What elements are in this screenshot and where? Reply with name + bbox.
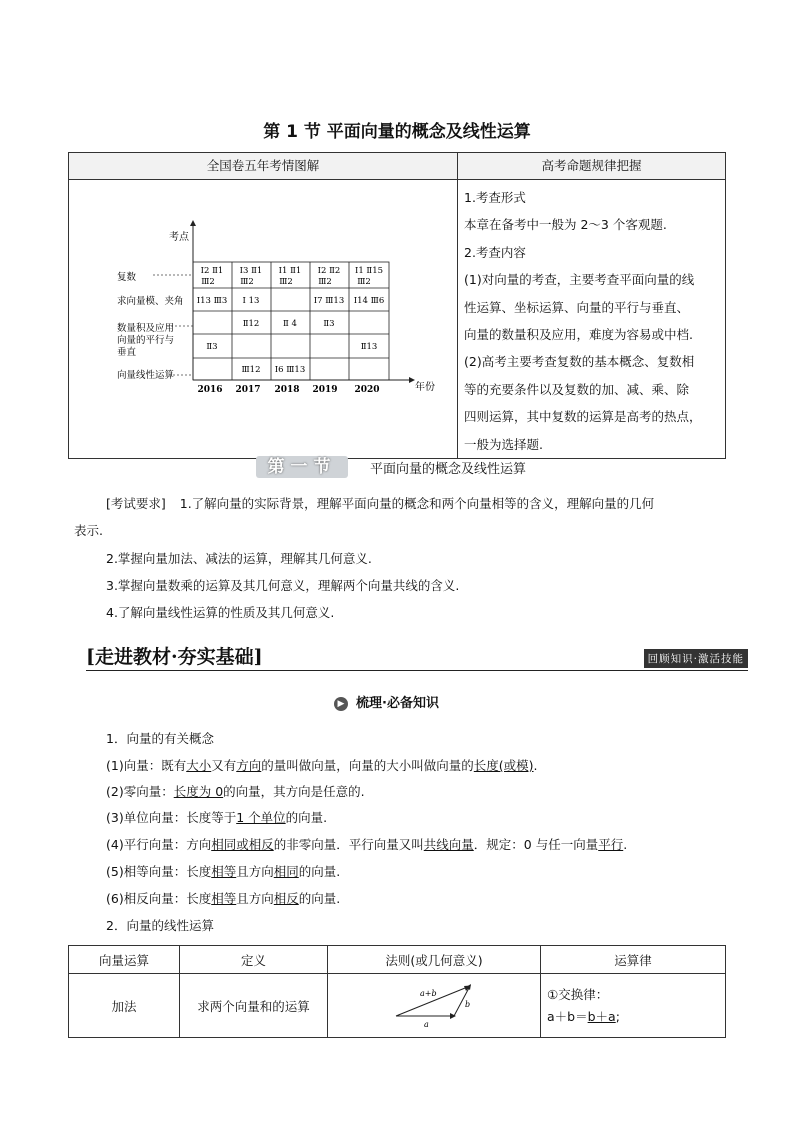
x-axis-title: 年份 xyxy=(415,382,435,393)
year-2020: 2020 xyxy=(354,385,380,395)
year-2017: 2017 xyxy=(235,385,261,395)
rule-line: (2)高考主要考查复数的基本概念、复数相 xyxy=(464,354,695,370)
cell-2016-complex-2: Ⅲ2 xyxy=(201,277,215,287)
cell-rule-add xyxy=(328,974,541,1038)
section-heading xyxy=(256,456,526,478)
left-header: 全国卷五年考情图解 xyxy=(69,153,458,180)
exam-chart xyxy=(69,180,457,450)
col-header-law: 运算律 xyxy=(541,946,726,974)
concept-zero-vector: (2)零向量：长度为 0的向量，其方向是任意的. xyxy=(106,784,365,799)
cell-2019-complex-1: Ⅰ2 Ⅱ2 xyxy=(317,266,341,276)
banner-tag: 回顾知识·激活技能 xyxy=(644,649,748,668)
rule-line: 等的充要条件以及复数的加、减、乘、除 xyxy=(464,381,690,397)
year-2018: 2018 xyxy=(274,385,300,395)
cell-2020-parallel: Ⅱ13 xyxy=(360,342,378,352)
exam-chart-cell xyxy=(69,180,458,459)
cell-2017-complex-1: Ⅰ3 Ⅱ1 xyxy=(239,266,263,276)
triangle-rule-figure xyxy=(374,976,494,1032)
cell-2017-linear: Ⅲ12 xyxy=(241,365,261,375)
row-label-2: 数量积及应用 xyxy=(117,323,175,334)
cell-2019-dot: Ⅱ3 xyxy=(323,319,335,329)
concept-opposite-vector: (6)相反向量：长度相等且方向相反的向量. xyxy=(106,891,341,906)
cell-2018-dot: Ⅱ 4 xyxy=(283,319,297,329)
play-icon: ▶ xyxy=(334,697,348,711)
law-commutative-formula: a＋b＝b＋a; xyxy=(547,1008,620,1024)
cell-law-add xyxy=(541,974,726,1038)
col-header-def: 定义 xyxy=(180,946,328,974)
section-badge: 第一节 xyxy=(256,456,348,478)
y-axis-title: 考点 xyxy=(169,232,189,243)
cell-def-add: 求两个向量和的运算 xyxy=(180,974,328,1038)
row-label-3: 向量的平行与 xyxy=(117,335,175,346)
col-header-rule: 法则(或几何意义) xyxy=(328,946,541,974)
rule-line: 一般为选择题. xyxy=(464,436,543,452)
section-name: 平面向量的概念及线性运算 xyxy=(369,461,526,477)
cell-2016-parallel: Ⅱ3 xyxy=(206,342,218,352)
cell-2018-complex-1: Ⅰ1 Ⅱ1 xyxy=(278,266,302,276)
law-commutative: ①交换律： xyxy=(547,986,609,1002)
requirements-label: [考试要求] xyxy=(106,496,166,511)
row-label-4: 垂直 xyxy=(117,347,137,358)
cell-2016-modulus: Ⅰ13 Ⅲ3 xyxy=(196,296,228,306)
banner-label: [走进教材·夯实基础] xyxy=(86,646,263,668)
rule-line: 本章在备考中一般为 2～3 个客观题. xyxy=(464,217,667,233)
rule-line: 2.考查内容 xyxy=(464,244,526,260)
cell-2018-linear: Ⅰ6 Ⅲ13 xyxy=(274,365,306,375)
concept-parallel-vector: (4)平行向量：方向相同或相反的非零向量．平行向量又叫共线向量．规定：0 与任一向量平行. xyxy=(106,837,628,852)
year-2019: 2019 xyxy=(312,385,338,395)
rule-line: 性运算、坐标运算、向量的平行与垂直、 xyxy=(464,299,690,315)
year-2016: 2016 xyxy=(197,385,223,395)
label-b: b xyxy=(465,1000,471,1009)
requirement-1-cont: 表示. xyxy=(74,523,103,538)
rule-line: 1.考查形式 xyxy=(464,190,526,205)
cell-2017-dot: Ⅱ12 xyxy=(242,319,260,329)
requirement-2: 2.掌握向量加法、减法的运算，理解其几何意义. xyxy=(106,551,372,566)
rule-line: 四则运算，其中复数的运算是高考的热点， xyxy=(464,409,702,425)
cell-2019-modulus: Ⅰ7 Ⅲ13 xyxy=(313,296,345,306)
linear-ops-heading: 2．向量的线性运算 xyxy=(106,918,214,933)
cell-2020-complex-1: Ⅰ1 Ⅱ15 xyxy=(354,266,384,276)
requirements-line-1 xyxy=(106,494,654,513)
subheading xyxy=(334,692,439,711)
chapter-banner xyxy=(86,642,748,671)
exam-analysis-table xyxy=(68,152,726,459)
rule-line: 向量的数量积及应用，难度为容易或中档. xyxy=(464,327,693,343)
cell-2019-complex-2: Ⅲ2 xyxy=(318,277,332,287)
requirement-3: 3.掌握向量数乘的运算及其几何意义，理解两个向量共线的含义. xyxy=(106,578,460,593)
subheading-text: 梳理·必备知识 xyxy=(356,696,439,711)
label-a: a xyxy=(424,1020,429,1029)
right-header: 高考命题规律把握 xyxy=(458,153,726,180)
cell-op-add: 加法 xyxy=(69,974,180,1038)
concepts-heading: 1．向量的有关概念 xyxy=(106,731,214,746)
concept-vector: (1)向量：既有大小又有方向的量叫做向量，向量的大小叫做向量的长度(或模). xyxy=(106,758,538,773)
y-axis-arrow xyxy=(190,220,196,226)
cell-2020-complex-2: Ⅲ2 xyxy=(357,277,371,287)
cell-2018-complex-2: Ⅲ2 xyxy=(279,277,293,287)
cell-2017-modulus: Ⅰ 13 xyxy=(242,296,260,306)
exam-rules-cell xyxy=(458,180,726,459)
rule-line: (1)对向量的考查，主要考查平面向量的线 xyxy=(464,272,695,288)
row-label-1: 求向量模、夹角 xyxy=(117,296,184,307)
row-label-0: 复数 xyxy=(117,272,137,283)
requirement-1: 1.了解向量的实际背景，理解平面向量的概念和两个向量相等的含义，理解向量的几何 xyxy=(179,496,655,511)
linear-ops-table xyxy=(68,945,726,1038)
label-a-plus-b: a+b xyxy=(420,989,437,998)
cell-2020-modulus: Ⅰ14 Ⅲ6 xyxy=(353,296,385,306)
row-label-5: 向量线性运算 xyxy=(117,370,175,381)
concept-equal-vector: (5)相等向量：长度相等且方向相同的向量. xyxy=(106,864,341,879)
cell-2017-complex-2: Ⅲ2 xyxy=(240,277,254,287)
requirement-4: 4.了解向量线性运算的性质及其几何意义. xyxy=(106,605,335,620)
col-header-op: 向量运算 xyxy=(69,946,180,974)
page-title: 第 1 节 平面向量的概念及线性运算 xyxy=(263,122,531,142)
cell-2016-complex-1: Ⅰ2 Ⅱ1 xyxy=(200,266,224,276)
concept-unit-vector: (3)单位向量：长度等于1 个单位的向量. xyxy=(106,810,328,825)
